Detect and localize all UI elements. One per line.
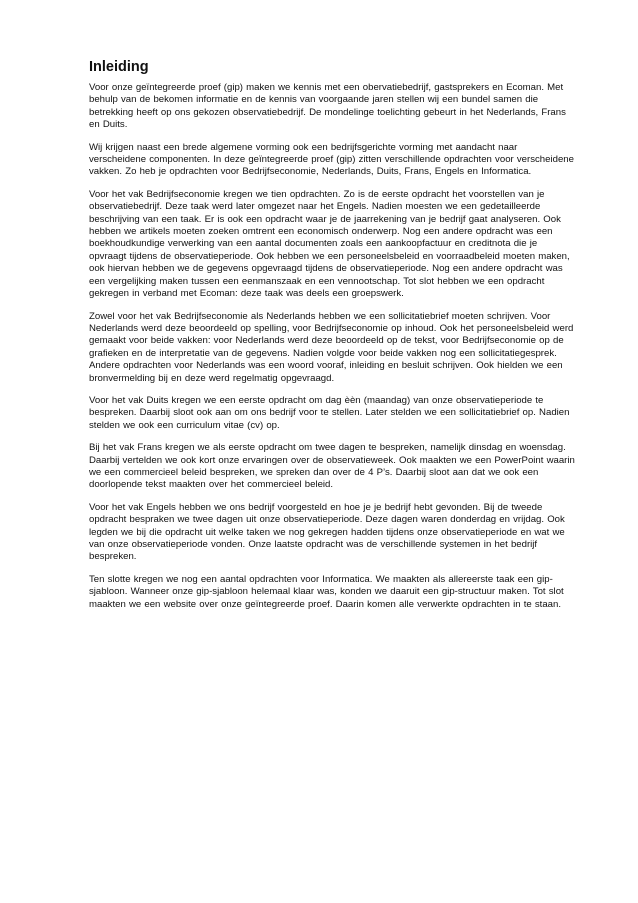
paragraph-vorming: Wij krijgen naast een brede algemene vorming ook een bedrijfsgerichte vorming met aandacht naar verscheidene componenten. In deze geïntegreerde proef (gip) zitten verschillende opdrachten voor verscheidene vakken. Zo heb je opdrachten voor Bedrijfseconomie, Nederlands, Duits, Frans, Engels en Informatica. [89,141,574,178]
paragraph-nederlands: Zowel voor het vak Bedrijfseconomie als Nederlands hebben we een sollicitatiebrief moeten schrijven. Voor Nederlands werd deze beoordeeld op spelling, voor Bedrijfseconomie op inhoud. Ook het personeelsbeleid werd gemaakt voor beide vakken: voor Nederlands werd deze beoordeeld op de tekst, voor Bedrijfseconomie op de grafieken en de interpretatie van de gegevens. Nadien volgde voor beide vakken nog een sollicitatiegesprek. Andere opdrachten voor Nederlands was een woord vooraf, inleiding en besluit schrijven. Ook hielden we een bronvermelding bij en deze werd regelmatig opgevraagd. [89,310,574,384]
paragraph-engels: Voor het vak Engels hebben we ons bedrijf voorgesteld en hoe je je bedrijf hebt gevonden. Bij de tweede opdracht bespraken we twee dagen uit onze observatieperiode. Deze dagen waren donderdag en vrijdag. Ook legden we bij die opdracht uit welke taken we nog gekregen hadden tijdens onze observatieperiode en wat we van onze observatieperiode vonden. Onze laatste opdracht was de verschillende systemen in het bedrijf bespreken. [89,501,565,563]
document-page [89,58,577,621]
paragraph-bedrijfseconomie: Voor het vak Bedrijfseconomie kregen we tien opdrachten. Zo is de eerste opdracht het voorstellen van je observatiebedrijf. Deze taak werd later omgezet naar het Engels. Nadien moesten we een gedetailleerde beschrijving van een taak. Er is ook een opdracht waar je de jaarrekening van je bedrijf gaat analyseren. Ook hebben we artikels moeten zoeken omtrent een economisch onderwerp. Nog een andere opdracht was een boekhoudkundige verwerking van een aantal documenten zoals een aankoopfactuur en creditnota die je opvraagt tijdens de observatieperiode. Ook hebben we een personeelsbeleid en voorraadbeleid moeten maken, ook hiervan hebben we de gegevens opgevraagd tijdens de observatieperiode. Nog een andere opdracht was een vergelijking maken tussen een eenmanszaak en een vennootschap. Tot slot hebben we een opdracht gekregen in verband met Ecoman: deze taak was deels een groepswerk. [89,188,570,300]
page-title: Inleiding [89,59,149,75]
paragraph-intro: Voor onze geïntegreerde proef (gip) maken we kennis met een obervatiebedrijf, gastsprekers en Ecoman. Met behulp van de bekomen informatie en de kennis van voorgaande jaren stellen wij een bundel samen die betrekking heeft op ons gekozen observatiebedrijf. De mondelinge toelichting gebeurt in het Nederlands, Frans en Duits. [89,82,566,131]
paragraph-frans: Bij het vak Frans kregen we als eerste opdracht om twee dagen te bespreken, namelijk dinsdag en woensdag. Daarbij vertelden we ook kort onze ervaringen over de observatieweek. Ook maakten we een PowerPoint waarin we een commercieel beleid bespreken, we spreken dan over de 4 P’s. Daarbij sloot aan dat we ook een doorlopende tekst maakten over het commercieel beleid. [89,442,575,491]
paragraph-informatica: Ten slotte kregen we nog een aantal opdrachten voor Informatica. We maakten als allereerste taak een gip-sjabloon. Wanneer onze gip-sjabloon helemaal klaar was, konden we daaruit een gip-structuur maken. Tot slot maakten we een website over onze geïntegreerde proef. Daarin komen alle verwerkte opdrachten in te staan. [89,573,564,610]
paragraph-duits: Voor het vak Duits kregen we een eerste opdracht om dag èèn (maandag) van onze observatieperiode te bespreken. Daarbij sloot ook aan om ons bedrijf voor te stellen. Later stelden we een sollicitatiebrief op. Nadien stelden we ook een curriculum vitae (cv) op. [89,394,570,431]
